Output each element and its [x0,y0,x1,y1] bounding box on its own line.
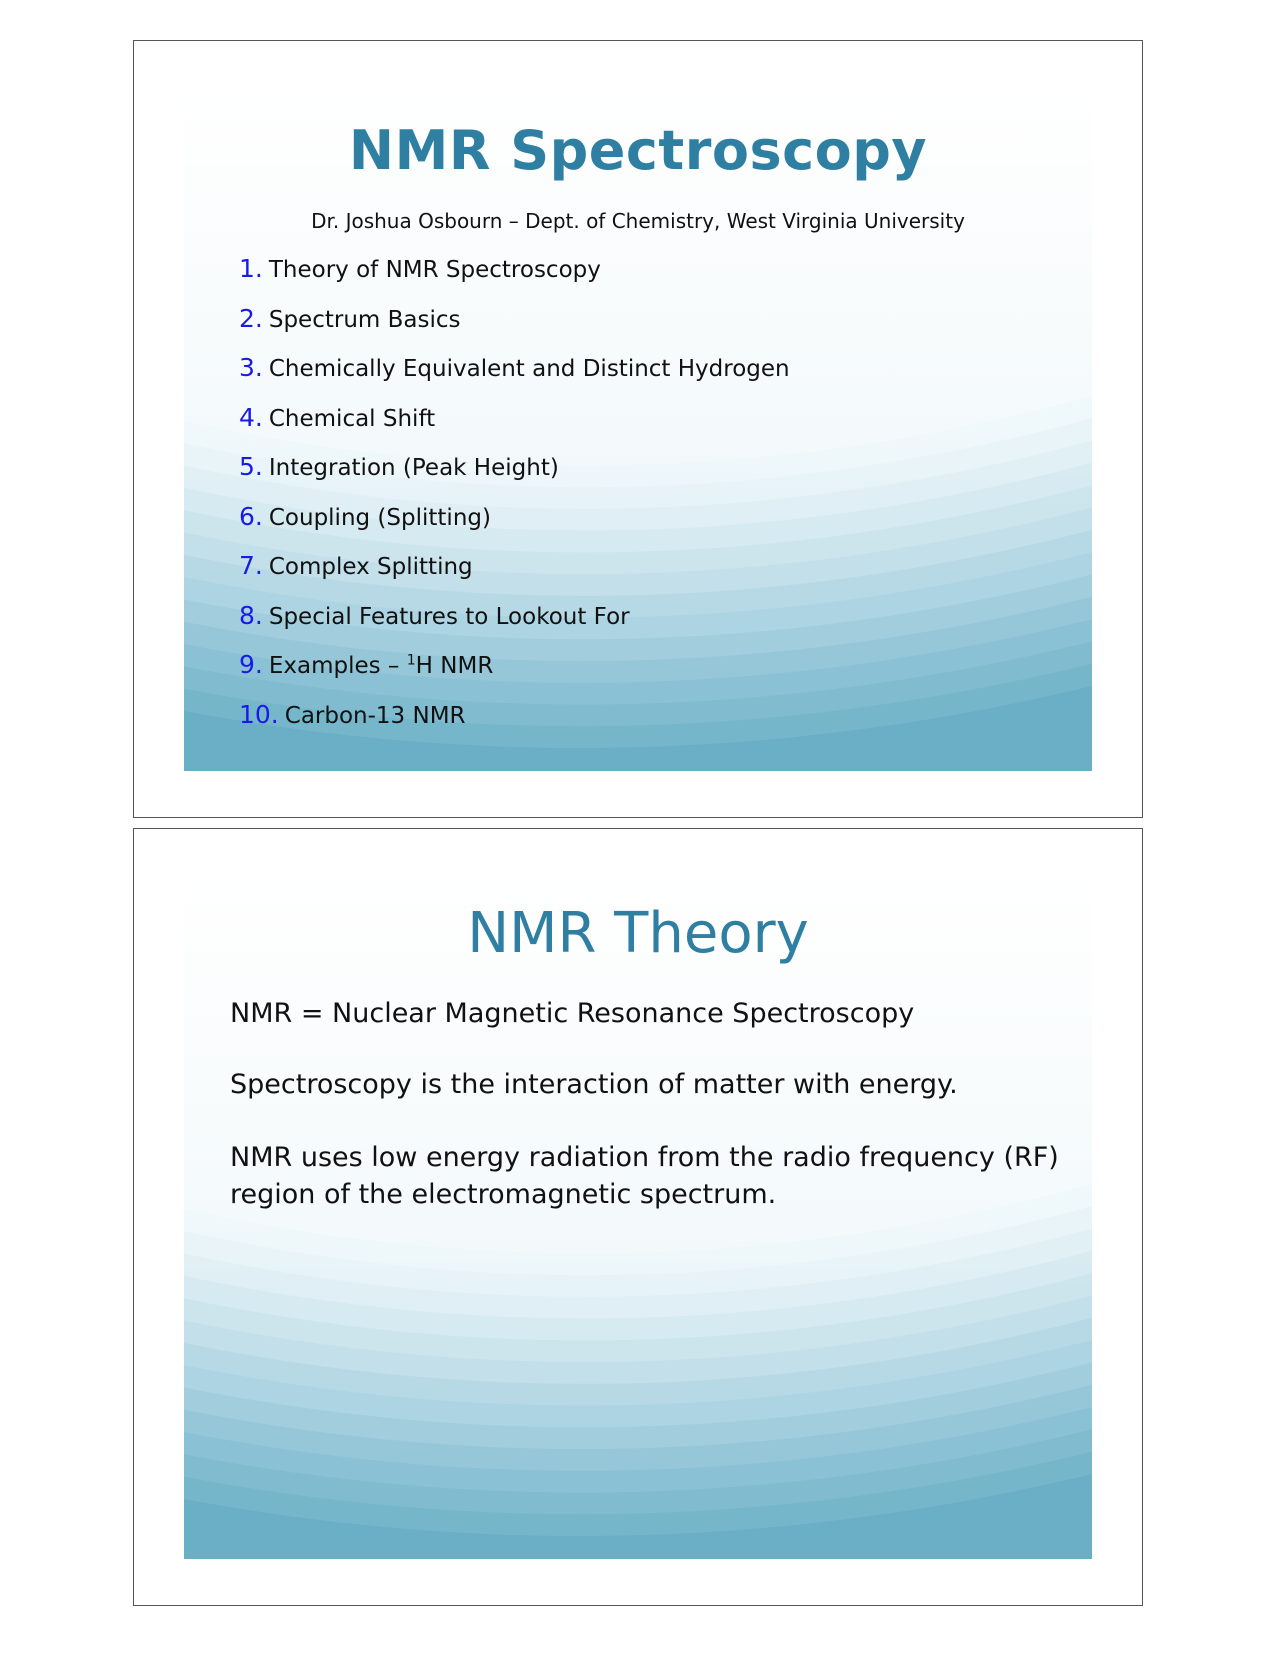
list-number: 2. [239,303,263,333]
list-item [239,501,790,551]
slide-2-content [184,879,1092,1559]
slide-title: NMR Spectroscopy [348,119,928,182]
superscript: 1 [406,652,416,669]
list-item [239,253,790,303]
body-paragraph: NMR uses low energy radiation from the radio frequency (RF) region of the electromagnetic spectrum. [230,1142,1059,1210]
list-text: Coupling (Splitting) [268,504,491,531]
list-number: 9. [239,650,263,679]
list-text: Carbon-13 NMR [284,702,466,729]
list-text: H NMR [415,653,494,679]
list-item [239,699,790,749]
agenda-list [239,253,790,748]
body-paragraph: Spectroscopy is the interaction of matter with energy. [230,1069,958,1100]
list-text: Theory of NMR Spectroscopy [268,257,601,283]
list-number: 4. [239,402,263,432]
slide-title: NMR Theory [467,901,809,966]
slide-1 [184,91,1092,771]
list-item [239,600,790,650]
list-text: Spectrum Basics [268,306,461,333]
list-number: 3. [239,353,263,382]
list-number: 10. [239,699,279,729]
list-number: 5. [239,452,263,481]
list-text: Chemical Shift [268,405,436,432]
list-item [239,352,790,402]
list-item [239,451,790,501]
list-text: Chemically Equivalent and Distinct Hydrogen [268,356,790,382]
list-text: Special Features to Lookout For [268,603,630,630]
list-item [239,649,790,699]
list-number: 8. [239,600,263,630]
page-frame-1 [133,40,1143,818]
list-number: 1. [239,254,263,283]
body-paragraph: NMR = Nuclear Magnetic Resonance Spectroscopy [230,998,915,1029]
list-text: Complex Splitting [268,554,473,580]
list-item [239,550,790,600]
slide-2 [184,879,1092,1559]
slide-1-content [184,91,1092,771]
list-number: 7. [239,551,263,580]
list-item [239,303,790,353]
list-item [239,402,790,452]
list-number: 6. [239,501,263,531]
slide-subtitle: Dr. Joshua Osbourn – Dept. of Chemistry, West Virginia University [311,209,965,233]
list-text: Integration (Peak Height) [268,455,559,481]
page-frame-2 [133,828,1143,1606]
list-text: Examples – [268,653,407,679]
